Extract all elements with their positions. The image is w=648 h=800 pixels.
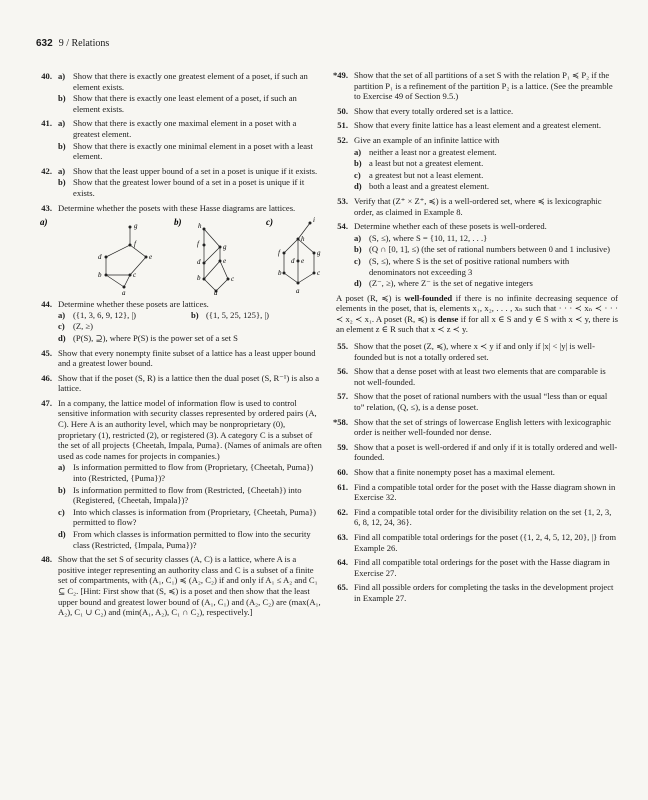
svg-text:c: c <box>317 269 321 278</box>
exercise-48: 48. Show that the set S of security classes (A, C) is a lattice, where A is a positive integer representing an authority class and C is a subset of a finite set of compartments, with (A₁, C₁) ≼ (A₂, C₂) if and only if A₁ ≤ A₂ and C₁ ⊆ C₂. [Hint: First show that (S, ≼) is a poset and then show that the least upper bound and greatest lower bound of (A₁, C₁) and (A₂, C₂) are (max(A₁, A₂), C₁ ∪ C₂) and (min(A₁, A₂), C₁ ∩ C₂), respectively.] <box>34 554 324 618</box>
part-b: b) Is information permitted to flow from (Restricted, {Cheetah}) into (Registered, {Cheetah, Impala})? <box>58 484 302 506</box>
exercise-59: 59. Show that a poset is well-ordered if and only if it is totally ordered and well-founded. <box>330 442 618 463</box>
exercise-45: 45. Show that every nonempty finite subset of a lattice has a least upper bound and a greatest lower bound. <box>34 348 324 369</box>
exercise-57: 57. Show that the poset of rational numbers with the usual “less than or equal to” relation, (Q, ≤), is a dense poset. <box>330 391 618 412</box>
exercise-46: 46. Show that if the poset (S, R) is a lattice then the dual poset (S, R⁻¹) is also a lattice. <box>34 373 324 394</box>
part-b: b) (Q ∩ [0, 1], ≤) (the set of rational numbers between 0 and 1 inclusive) <box>354 244 610 255</box>
exercise-60: 60. Show that a finite nonempty poset has a maximal element. <box>330 467 618 478</box>
exercise-51: 51. Show that every finite lattice has a least element and a greatest element. <box>330 120 618 131</box>
exercise-64: 64. Find all compatible total orderings for the poset with the Hasse diagram in Exercise 27. <box>330 557 618 578</box>
part-a: a) Show that there is exactly one greatest element of a poset, if such an element exists. <box>58 71 308 92</box>
exercise-text: Determine whether the posets with these Hasse diagrams are lattices. <box>58 202 296 213</box>
svg-text:d: d <box>98 253 102 262</box>
exercise-number: 46. <box>41 372 52 383</box>
exercise-number: *49. <box>332 70 348 80</box>
part-a: a) Is information permitted to flow from (Proprietary, {Cheetah, Puma}) into (Restricted, {Puma})? <box>58 462 314 484</box>
exercise-56: 56. Show that a dense poset with at least two elements that are comparable is not well-founded. <box>330 366 618 387</box>
svg-text:d: d <box>197 258 201 267</box>
part-d: d) From which classes is information permitted to flow into the security class (Restricted, {Impala, Puma})? <box>58 529 311 550</box>
svg-text:e: e <box>301 257 305 266</box>
exercise-40 <box>34 71 324 114</box>
exercise-number: *58. <box>332 416 348 427</box>
exercise-62: 62. Find a compatible total order for the divisibility relation on the set {1, 2, 3, 6, 8, 12, 24, 36}. <box>330 507 618 528</box>
hasse-diagrams <box>34 217 324 295</box>
exercise-number: 40. <box>41 71 52 81</box>
exercise-number: 57. <box>337 391 348 402</box>
part-a: a) Show that the least upper bound of a set in a poset is unique if it exists. <box>58 165 318 176</box>
exercise-58: *58. Show that the set of strings of lowercase English letters with lexicographic order is neither well-founded nor dense. <box>330 417 618 438</box>
exercise-number: 54. <box>337 221 348 232</box>
exercise-number: 59. <box>337 441 348 452</box>
part-d: d) (Z⁻, ≥), where Z⁻ is the set of negative integers <box>354 278 533 289</box>
svg-text:h: h <box>301 235 305 244</box>
exercise-number: 56. <box>337 366 348 377</box>
svg-text:f: f <box>134 240 136 249</box>
exercise-number: 55. <box>337 341 348 352</box>
right-column <box>330 70 618 608</box>
svg-text:c: c <box>231 275 235 284</box>
left-column <box>34 70 324 622</box>
exercise-number: 43. <box>41 202 52 213</box>
part-b: b) Show that the greatest lower bound of a set in a poset is unique if it exists. <box>58 177 305 198</box>
exercise-55: 55. Show that the poset (Z, ≼), where x ≺ y if and only if |x| < |y| is well-founded but is not a totally ordered set. <box>330 341 618 362</box>
part-d: d) (P(S), ⊇), where P(S) is the power set of a set S <box>58 332 238 343</box>
exercise-number: 42. <box>41 165 52 176</box>
exercise-number: 41. <box>41 118 52 129</box>
hasse-diagrams-svg <box>34 217 324 295</box>
definition-paragraph: A poset (R, ≼) is well-founded if there is no infinite decreasing sequence of elements in the poset, that is, elements x₁, x₂, . . . , xₙ such that · · · ≺ xₙ ≺ · · · ≺ x₂ ≺ x₁. A poset (R, ≼) is dense if for all x ∈ S and y ∈ S with x ≺ y, there is an element z ∈ R such that x ≺ z ≺ y. <box>336 292 619 335</box>
part-a: a) Show that there is exactly one maximal element in a poset with a greatest element. <box>58 118 297 139</box>
part-b: b) a least but not a greatest element. <box>354 158 484 169</box>
svg-text:g: g <box>317 249 321 258</box>
svg-text:h: h <box>198 222 202 231</box>
exercise-number: 63. <box>337 531 348 542</box>
exercise-49: *49. Show that the set of all partitions of a set S with the relation P₁ ≼ P₂ if the partition P₁ is a refinement of the partition P₂ is a lattice. (See the preamble to Exercise 49 of Section 9.5.) <box>330 70 618 102</box>
part-c: c) Into which classes is information from (Proprietary, {Cheetah, Puma}) permitted to flow? <box>58 506 317 528</box>
exercise-47: 47. In a company, the lattice model of information flow is used to control sensitive information with security classes represented by ordered pairs (A, C). Here A is an authority level, which may be nonproprietary (0), proprietary (1), restricted (2), or registered (3). A category C is a subset of the set of all projects {Cheetah, Impala, Puma}. (Names of animals are often used as code names for projects in companies.) a) Is information permitted to flow from (Proprietary, {Cheetah, Puma}) into (Restricted, {Puma})? b) Is information permitted to flow from (Restricted, {Cheetah}) into (Registered, {Cheetah, Impala})? c) Into which classes is information from (Proprietary, {Cheetah, Puma}) permitted to flow? d) From which classes is information permitted to flow into the security class (Restricted, {Impala, Puma})? <box>34 398 324 550</box>
part-a: a) neither a least nor a greatest element. <box>354 146 497 157</box>
exercise-number: 62. <box>337 506 348 517</box>
exercise-42 <box>34 166 324 199</box>
svg-text:g: g <box>134 222 138 231</box>
exercise-53: 53. Verify that (Z⁺ × Z⁺, ≼) is a well-ordered set, where ≼ is lexicographic order, as claimed in Example 8. <box>330 196 618 217</box>
diagram-label-c: c) <box>266 217 273 228</box>
diagram-label-b: b) <box>174 217 182 228</box>
svg-text:b: b <box>197 274 201 283</box>
part-a: a) ({1, 3, 6, 9, 12}, |) <box>58 309 136 320</box>
exercise-number: 47. <box>41 397 52 408</box>
svg-text:i: i <box>313 217 315 225</box>
part-c: c) (S, ≤), where S is the set of positive rational numbers with denominators not exceeding 3 <box>354 255 570 277</box>
exercise-50: 50. Show that every totally ordered set is a lattice. <box>330 106 618 117</box>
svg-text:c: c <box>133 271 137 280</box>
svg-text:a: a <box>122 289 126 296</box>
exercise-44: 44. Determine whether these posets are lattices. a) ({1, 3, 6, 9, 12}, |) b) ({1, 5, 25, 125}, |) c) (Z, ≥) d) (P(S), ⊇), where P(S) is the power set of a set S <box>34 299 324 343</box>
exercise-number: 53. <box>337 195 348 206</box>
svg-text:e: e <box>223 257 227 266</box>
svg-text:b: b <box>278 269 282 278</box>
exercise-52: 52. Give an example of an infinite lattice with a) neither a least nor a greatest element. b) a least but not a greatest element. c) a greatest but not a least element. d) both a least and a greatest element. <box>330 135 618 192</box>
exercise-63: 63. Find all compatible total orderings for the poset ({1, 2, 4, 5, 12, 20}, |} from Example 26. <box>330 532 618 553</box>
exercise-number: 51. <box>337 120 348 131</box>
svg-text:e: e <box>149 253 153 262</box>
diagram-label-a: a) <box>40 217 48 228</box>
part-c: c) (Z, ≥) <box>58 321 93 332</box>
page-number: 632 <box>36 38 53 49</box>
exercise-number: 50. <box>337 105 348 116</box>
exercise-number: 45. <box>41 347 52 358</box>
svg-text:f: f <box>278 249 280 258</box>
svg-text:b: b <box>98 271 102 280</box>
exercise-43 <box>34 203 324 214</box>
exercise-61: 61. Find a compatible total order for the poset with the Hasse diagram shown in Exercise 32. <box>330 482 618 503</box>
exercise-number: 48. <box>41 554 52 565</box>
section-title: 9 / Relations <box>58 38 110 49</box>
part-a: a) (S, ≤), where S = {10, 11, 12, . . .} <box>354 232 488 243</box>
svg-text:g: g <box>223 243 227 252</box>
svg-text:f: f <box>197 240 199 249</box>
exercise-number: 60. <box>337 467 348 477</box>
part-b: b) Show that there is exactly one least element of a poset, if such an element exists. <box>58 93 297 114</box>
exercise-number: 64. <box>337 557 348 568</box>
part-c: c) a greatest but not a least element. <box>354 169 484 180</box>
exercise-54: 54. Determine whether each of these posets is well-ordered. a) (S, ≤), where S = {10, 11, 12, . . .} b) (Q ∩ [0, 1], ≤) (the set of rational numbers between 0 and 1 inclusive) c) (S, ≤), where S is the set of positive rational numbers with denominators not exceeding 3 d) (Z⁻, ≥), where Z⁻ is the set of negative integers <box>330 221 618 289</box>
exercise-number: 61. <box>337 481 348 492</box>
exercise-number: 52. <box>337 134 348 145</box>
part-d: d) both a least and a greatest element. <box>354 181 490 192</box>
part-b: b) Show that there is exactly one minimal element in a poset with a least element. <box>58 140 313 162</box>
part-b: b) ({1, 5, 25, 125}, |) <box>191 309 269 320</box>
page-header <box>36 38 109 49</box>
exercise-41 <box>34 118 324 161</box>
svg-text:a: a <box>296 287 300 296</box>
term-dense: dense <box>437 313 459 324</box>
exercise-number: 44. <box>41 299 52 310</box>
exercise-65: 65. Find all possible orders for completing the tasks in the development project in Example 27. <box>330 582 618 603</box>
exercise-number: 65. <box>337 582 348 593</box>
svg-text:a: a <box>214 289 218 296</box>
term-well-founded: well-founded <box>404 292 453 303</box>
svg-text:d: d <box>291 257 295 266</box>
